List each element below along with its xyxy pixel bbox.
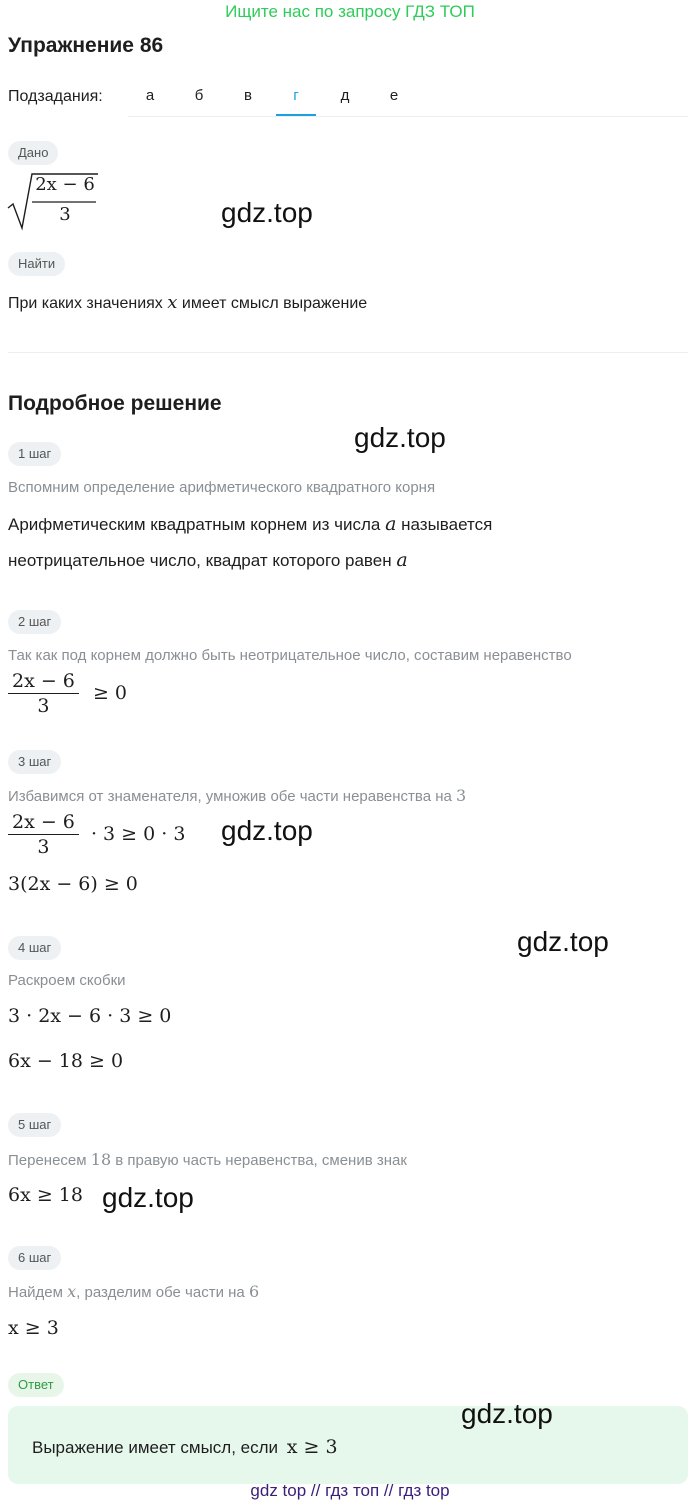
step-2-inequality: $\frac{2x - 6}{3}$ ≥ 0 (8, 669, 127, 718)
given-numerator: 2x − 6 (35, 174, 95, 195)
step-3-inequality-2: 3(2x − 6) ≥ 0 (8, 873, 138, 895)
tab-g[interactable]: г (293, 87, 299, 104)
tab-v[interactable]: в (244, 87, 252, 104)
step-1-line-1: Арифметическим квадратным корнем из числа a называется (8, 513, 493, 535)
step-6-note: Найдем x, разделим обе части на 6 (8, 1282, 260, 1301)
subtask-tabs (128, 80, 688, 117)
watermark: gdz.top (102, 1182, 194, 1213)
subtasks-label: Подзадания: (8, 88, 103, 105)
step-3-pill: 3 шаг (8, 750, 61, 774)
given-pill: Дано (8, 141, 58, 165)
step-3-note: Избавимся от знаменателя, умножив обе части неравенства на 3 (8, 786, 467, 805)
step-2-note: Так как под корнем должно быть неотрицательное число, составим неравенство (8, 647, 572, 664)
tab-a[interactable]: а (145, 87, 155, 104)
step-4-line-2: 6x − 18 ≥ 0 (8, 1050, 124, 1072)
answer-pill: Ответ (8, 1373, 64, 1397)
given-expression (6, 170, 116, 234)
active-tab-indicator (276, 114, 316, 116)
divider (8, 352, 688, 353)
step-6-pill: 6 шаг (8, 1246, 61, 1270)
watermark: gdz.top (517, 926, 609, 957)
step-4-note: Раскроем скобки (8, 972, 126, 989)
answer-text: Выражение имеет смысл, если x ≥ 3 (32, 1436, 338, 1458)
step-2-pill: 2 шаг (8, 610, 61, 634)
watermark: gdz.top (354, 422, 446, 453)
watermark: gdz.top (461, 1398, 553, 1429)
tab-d[interactable]: д (340, 87, 350, 104)
step-6-line-1: x ≥ 3 (8, 1317, 59, 1339)
watermark: gdz.top (221, 197, 313, 228)
find-pill: Найти (8, 252, 65, 276)
step-5-pill: 5 шаг (8, 1113, 61, 1137)
page-title: Упражнение 86 (8, 34, 164, 57)
step-1-note: Вспомним определение арифметического квадратного корня (8, 479, 436, 496)
step-3-inequality-1: $\frac{2x - 6}{3}$ · 3 ≥ 0 · 3 (8, 810, 185, 859)
step-1-pill: 1 шаг (8, 442, 61, 466)
tab-b[interactable]: б (194, 87, 204, 104)
find-text: При каких значениях x имеет смысл выражение (8, 292, 368, 313)
top-banner[interactable]: Ищите нас по запросу ГДЗ ТОП (225, 2, 475, 21)
step-5-note: Перенесем 18 в правую часть неравенства, сменив знак (8, 1150, 407, 1169)
given-denominator: 3 (59, 204, 71, 225)
footer-links[interactable]: gdz top // гдз топ // гдз top (250, 1481, 450, 1500)
step-4-line-1: 3 · 2x − 6 · 3 ≥ 0 (8, 1005, 172, 1027)
step-1-line-2: неотрицательное число, квадрат которого равен a (8, 549, 408, 571)
step-5-line-1: 6x ≥ 18 (8, 1184, 83, 1206)
tab-e[interactable]: е (389, 87, 399, 104)
step-4-pill: 4 шаг (8, 936, 61, 960)
watermark: gdz.top (221, 815, 313, 846)
solution-title: Подробное решение (8, 392, 222, 415)
